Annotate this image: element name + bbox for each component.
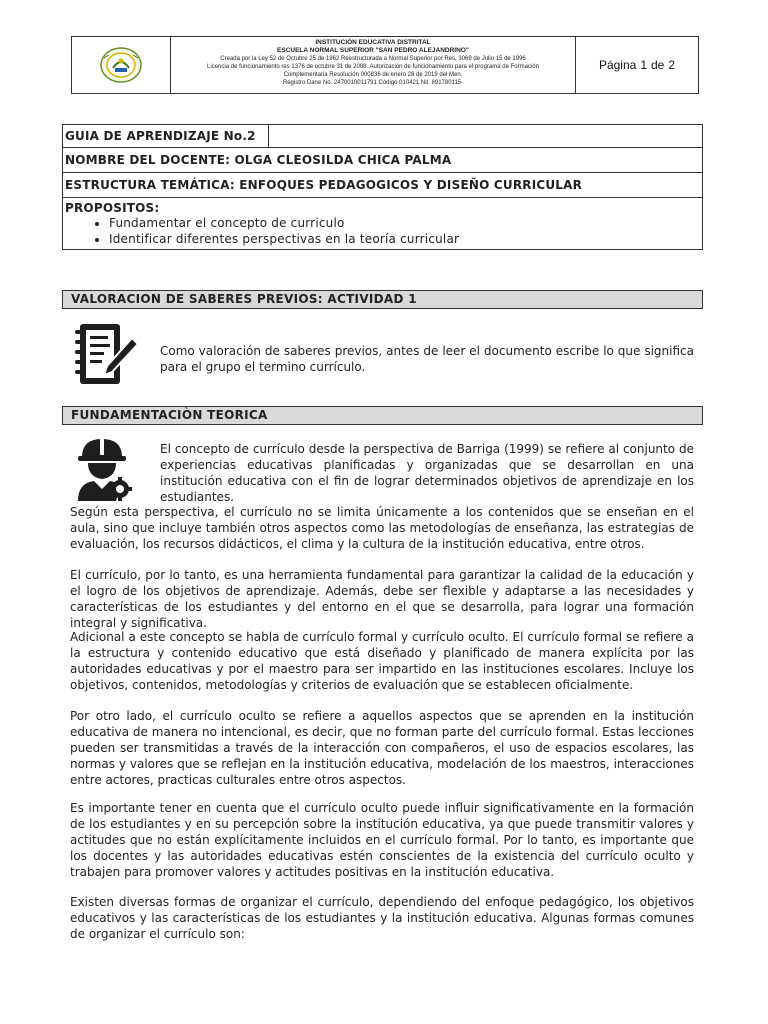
theory-paragraph: El currículo, por lo tanto, es una herramienta fundamental para garantizar la calidad de la educación y el logro de los objetivos de aprendizaje. Además, debe ser flexible y adaptarse a las necesidades y características de los estudiantes y del entorno en el que se desarrolla, para lograr una formación integral y significativa. <box>70 568 694 630</box>
page-of: de <box>651 58 665 72</box>
page-total: 2 <box>668 58 676 72</box>
worker-gear-icon <box>76 437 132 505</box>
structure-row: ESTRUCTURA TEMÁTICA: ENFOQUES PEDAGOGICOS Y DISEÑO CURRICULAR <box>63 173 702 198</box>
resolution-line: Complementaria Resolución 000836 de enero 28 de 2019 del Men. <box>283 72 463 78</box>
school-seal-icon <box>98 46 144 84</box>
guide-empty-cell <box>269 125 702 147</box>
institution-name: INSTITUCIÓN EDUCATIVA DISTRITAL <box>315 39 431 46</box>
activity-section-title: VALORACION DE SABERES PREVIOS: ACTIVIDAD 1 <box>62 290 703 309</box>
theory-paragraph: Existen diversas formas de organizar el currículo, dependiendo del enfoque pedagógico, los objetivos educativos y las características de los estudiantes y la institución educativa. Algunas formas comunes de organizar el currículo son: <box>70 895 694 941</box>
school-logo <box>72 37 171 93</box>
purposes-title: PROPOSITOS: <box>65 201 160 215</box>
activity-text: Como valoración de saberes previos, antes de leer el documento escribe lo que significa para el grupo el termino currículo. <box>160 344 694 374</box>
page-number: 1 <box>640 58 647 72</box>
document-header <box>71 36 699 94</box>
purpose-item: • Identificar diferentes perspectivas en la teoría curricular <box>109 231 700 247</box>
theory-paragraph: Es importante tener en cuenta que el currículo oculto puede influir significativamente en la formación de los estudiantes y en su percepción sobre la institución educativa, ya que puede transmitir valores y actitudes que no están explícitamente incluidos en el currículo formal. Por lo tanto, es importante que los docentes y las autoridades educativas estén conscientes de la existencia del currículo oculto y trabajen para promover valores y actitudes positivas en la institución educativa. <box>70 801 694 879</box>
theory-paragraph: Según esta perspectiva, el currículo no se limita únicamente a los contenidos que se enseñan en el aula, sino que incluye también otros aspectos como las metodologías de enseñanza, las estrategias de evaluación, los recursos didácticos, el clima y la cultura de la institución educativa, entre otros. <box>70 505 694 551</box>
license-line: Licencia de funcionamiento res 1376 de octubre 31 de 2008. Autorización de funcionamiento para el programa de Formación <box>207 64 539 70</box>
page-indicator <box>576 37 698 93</box>
creation-line: Creada por la Ley 52 de Octubre 25 de 1962 Reestructurada a Normal Superior por Res. 3069 de Julio 15 de 1996 <box>220 56 526 62</box>
purposes-list <box>65 215 700 247</box>
purposes-row <box>63 198 702 249</box>
theory-intro: El concepto de currículo desde la perspectiva de Barriga (1999) se refiere al conjunto de experiencias educativas planificadas y organizadas que se desarrollan en una institución educativa con el fin de lograr determinados objetivos de aprendizaje en los estudiantes. <box>160 442 694 504</box>
institution-info <box>171 37 576 93</box>
guide-number: GUIA DE APRENDIZAJE No.2 <box>63 125 269 147</box>
notebook-pencil-icon <box>74 320 140 392</box>
teacher-row: NOMBRE DEL DOCENTE: OLGA CLEOSILDA CHICA PALMA <box>63 148 702 173</box>
theory-paragraph: Adicional a este concepto se habla de currículo formal y currículo oculto. El currículo formal se refiere a la estructura y contenido educativo que está diseñado y planificado de manera explícita por las autoridades educativas y por el maestro para ser impartido en las instituciones escolares. Incluye los objetivos, contenidos, metodologías y criterios de evaluación que se establecen oficialmente. <box>70 630 694 692</box>
page-word: Página <box>598 58 637 72</box>
guide-row <box>63 125 702 148</box>
theory-section-title: FUNDAMENTACIÒN TEORICA <box>62 406 703 425</box>
purpose-item: • Fundamentar el concepto de curriculo <box>109 215 700 231</box>
registry-line: Registro Dane No. 2470010011791 Código 010421 Nit. 891780115- <box>282 80 464 86</box>
guide-info-table <box>62 124 703 250</box>
school-name: ESCUELA NORMAL SUPERIOR "SAN PEDRO ALEJANDRINO" <box>277 47 469 54</box>
theory-paragraph: Por otro lado, el currículo oculto se refiere a aquellos aspectos que se aprenden en la institución educativa de manera no intencional, es decir, que no forman parte del currículo formal. Estas lecciones pueden ser transmitidas a través de la interacción con compañeros, el uso de espacios escolares, las normas y valores que se reflejan en la institución educativa, modelación de los maestros, interacciones entre actores, practicas culturales entre otros aspectos. <box>70 709 694 787</box>
